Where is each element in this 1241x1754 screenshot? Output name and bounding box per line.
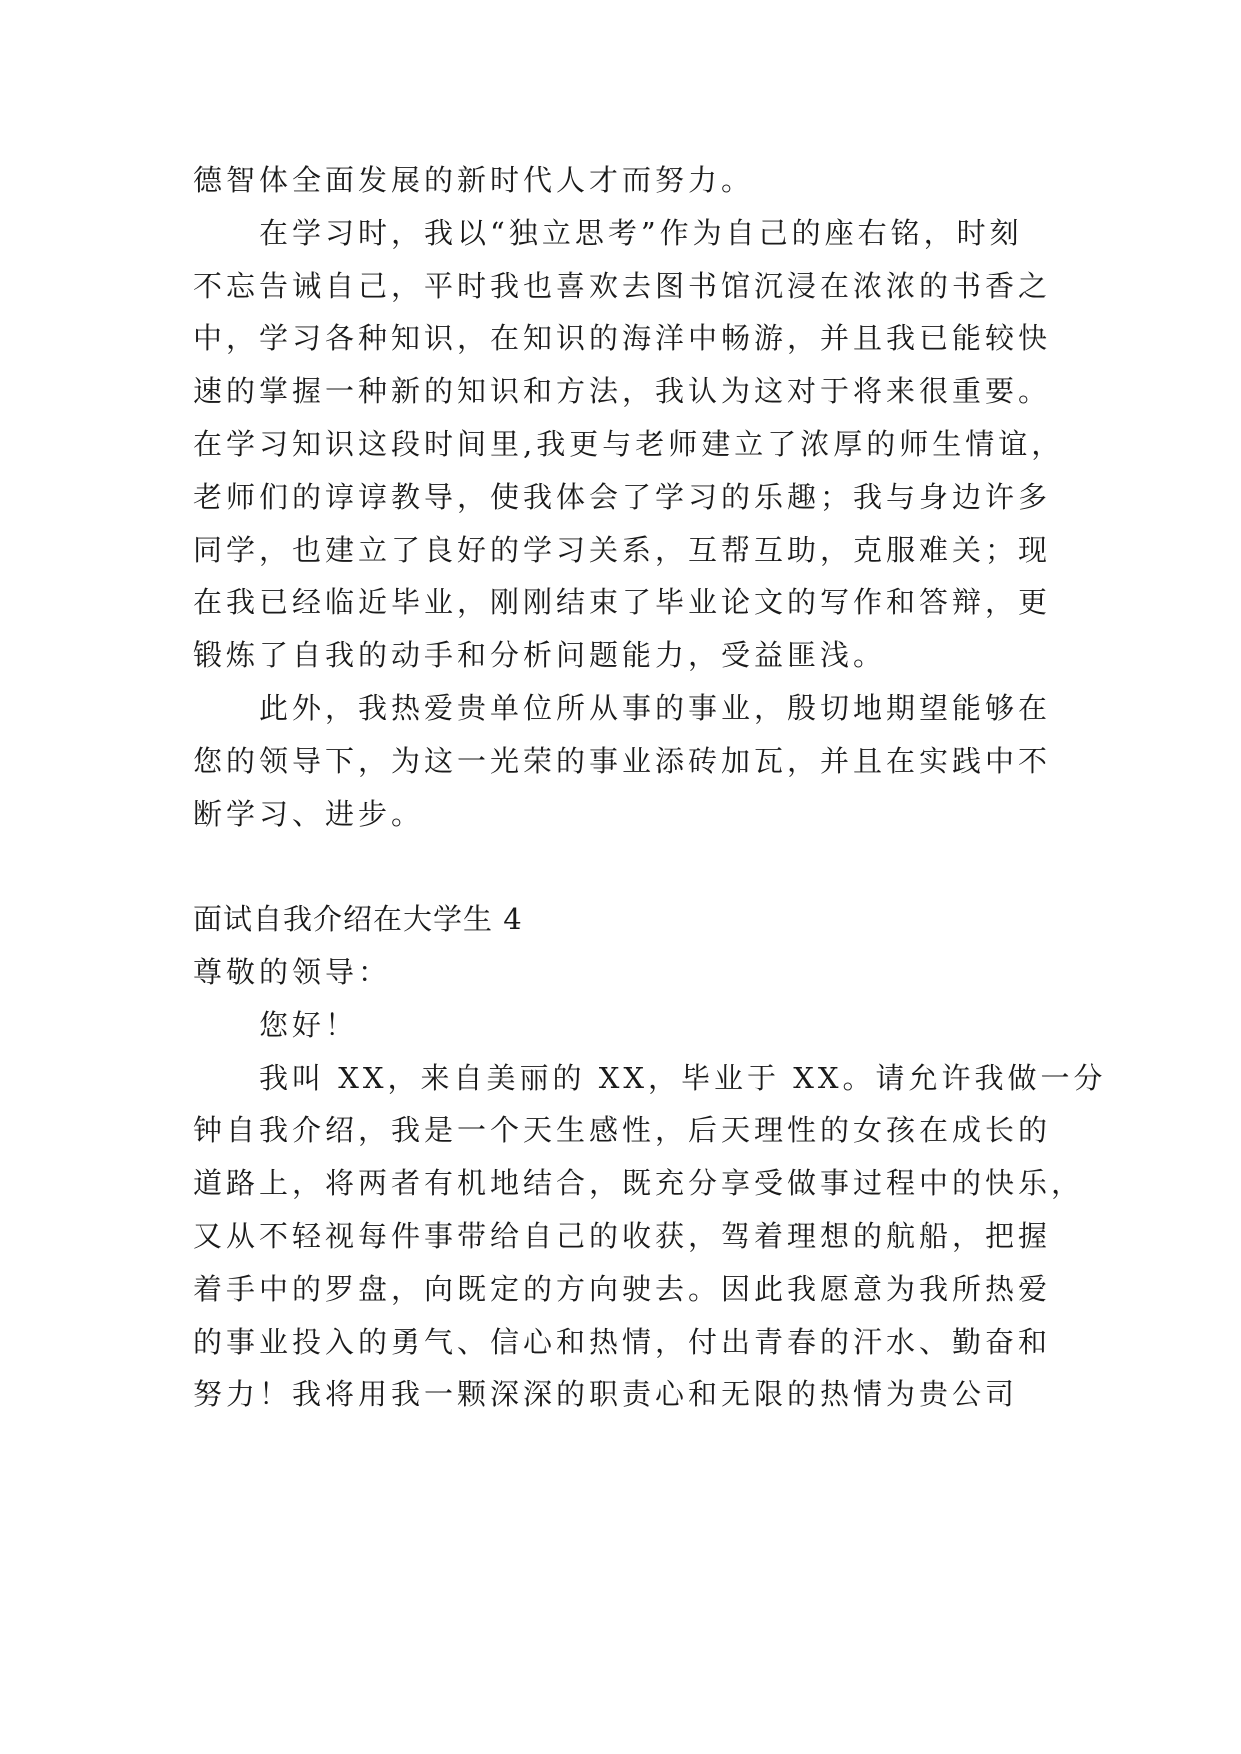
paragraph-line: 的事业投入的勇气、信心和热情，付出青春的汗水、勤奋和: [193, 1324, 1052, 1359]
paragraph-line: 断学习、进步。: [193, 796, 425, 831]
blank-line: [193, 840, 1053, 893]
paragraph-line: 同学，也建立了良好的学习关系，互帮互助，克服难关；现: [193, 532, 1052, 567]
paragraph-line: 老师们的谆谆教导，使我体会了学习的乐趣；我与身边许多: [193, 479, 1052, 514]
document-body: [193, 154, 1107, 1421]
paragraph-line: 德智体全面发展的新时代人才而努力。: [193, 163, 755, 197]
paragraph-line: 在学习时，我以“独立思考”作为自己的座右铭，时刻: [259, 215, 1023, 250]
paragraph-line: 又从不轻视每件事带给自己的收获，驾着理想的航船，把握: [193, 1218, 1052, 1253]
paragraph-line: 我叫 XX，来自美丽的 XX，毕业于 XX。请允许我做一分: [259, 1060, 1107, 1095]
paragraph-line: 钟自我介绍，我是一个天生感性，后天理性的女孩在成长的: [193, 1113, 1052, 1148]
paragraph-line: 您的领导下，为这一光荣的事业添砖加瓦，并且在实践中不: [193, 743, 1052, 778]
salutation: 尊敬的领导：: [193, 954, 392, 989]
paragraph-line: 不忘告诫自己，平时我也喜欢去图书馆沉浸在浓浓的书香之: [193, 268, 1052, 303]
paragraph-line: 在学习知识这段时间里,我更与老师建立了浓厚的师生情谊，: [193, 426, 1065, 461]
paragraph-line: 着手中的罗盘，向既定的方向驶去。因此我愿意为我所热爱: [193, 1271, 1052, 1306]
paragraph-line: 努力！我将用我一颗深深的职责心和无限的热情为贵公司: [193, 1377, 1019, 1412]
paragraph-line: 此外，我热爱贵单位所从事的事业，殷切地期望能够在: [259, 690, 1052, 725]
section-heading: 面试自我介绍在大学生 4: [193, 902, 523, 937]
paragraph-line: 在我已经临近毕业，刚刚结束了毕业论文的写作和答辩，更: [193, 585, 1052, 620]
greeting: 您好！: [259, 1007, 359, 1042]
paragraph-line: 中，学习各种知识，在知识的海洋中畅游，并且我已能较快: [193, 321, 1052, 356]
paragraph-line: 道路上，将两者有机地结合，既充分享受做事过程中的快乐，: [193, 1166, 1085, 1201]
paragraph-line: 锻炼了自我的动手和分析问题能力，受益匪浅。: [193, 638, 887, 673]
paragraph-line: 速的掌握一种新的知识和方法，我认为这对于将来很重要。: [193, 374, 1052, 409]
